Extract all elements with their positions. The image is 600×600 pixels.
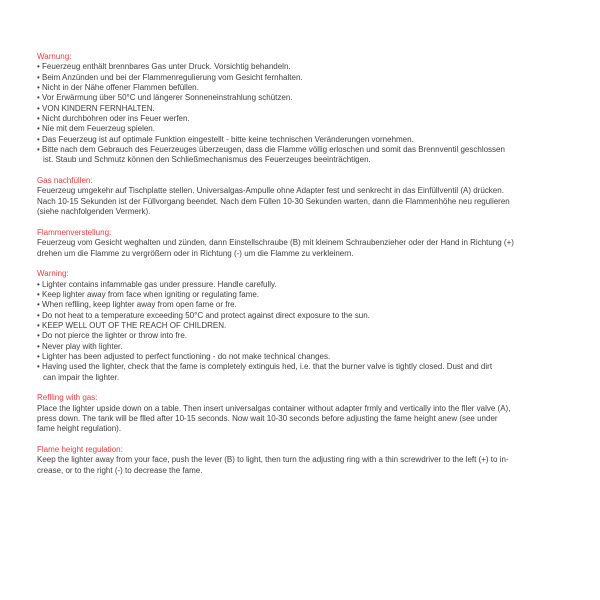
section-lines: [37, 455, 572, 476]
instruction-section: [37, 228, 572, 259]
text-line: (siehe nachfolgenden Vermerk).: [37, 207, 151, 217]
text-line: • Keep lighter away from face when igniting or regulating fame.: [37, 289, 260, 299]
text-line: drehen um die Flamme zu vergrößern oder in Richtung (-) um die Flamme zu verkleinern.: [37, 248, 354, 258]
text-line: Feuerzeug umgekehr auf Tischplatte stellen. Universalgas-Ampulle ohne Adapter fest und senkrecht in das Einfüllventil (A) drücken.: [37, 186, 504, 196]
text-line: • Das Feuerzeug ist auf optimale Funktion eingestellt - bitte keine technischen Veränderungen vornehmen.: [37, 134, 414, 144]
text-line: • When reflling, keep lighter away from open fame or fre.: [37, 300, 237, 310]
text-line: crease, or to the right (-) to decrease the fame.: [37, 465, 203, 475]
instruction-section: [37, 176, 572, 217]
text-line: Keep the lighter away from your face, push the lever (B) to light, then turn the adjusting ring with a thin screwdriver to the left (+) to in-: [37, 455, 509, 465]
text-line: • Feuerzeug enthält brennbares Gas unter Druck. Vorsichtig behandeln.: [37, 62, 291, 72]
text-line: • Do not heat to a temperature exceeding 50°C and protect against direct exposure to the sun.: [37, 310, 370, 320]
text-line: Feuerzeug vom Gesicht weghalten und zünden, dann Einstellschraube (B) mit kleinem Schraubenzieher oder der Hand in Richtung (+): [37, 238, 514, 248]
section-lines: [37, 404, 572, 435]
section-heading: Warning:: [37, 269, 69, 279]
section-lines: [37, 186, 572, 217]
instruction-text-block: [37, 52, 572, 476]
section-heading: Warnung:: [37, 52, 72, 61]
instruction-section: [37, 52, 572, 166]
text-line: press down. The tank will be flled after 10-15 seconds. Now wait 10-30 seconds before adjusting the fame height anew (see under: [37, 414, 498, 424]
text-line: can impair the lighter.: [43, 372, 120, 382]
text-line: • VON KINDERN FERNHALTEN.: [37, 103, 155, 113]
section-heading: Flame height regulation:: [37, 445, 123, 455]
text-line: • Do not pierce the lighter or throw into fre.: [37, 331, 187, 341]
text-line: • Lighter has been adjusted to perfect functioning - do not make technical changes.: [37, 351, 331, 361]
section-heading: Flammenverstellung:: [37, 227, 112, 237]
text-line: • Vor Erwärmung über 50°C und längerer Sonneneinstrahlung schützen.: [37, 93, 293, 103]
text-line: ist. Staub und Schmutz können den Schließmechanismus des Feuerzeuges beeinträchtigen.: [43, 155, 371, 165]
text-line: • Never play with lighter.: [37, 341, 123, 351]
text-line: Place the lighter upside down on a table. Then insert universalgas container without adapter frmly and vertically into the fller valve (A),: [37, 403, 511, 413]
text-line: • Beim Anzünden und bei der Flammenregulierung vom Gesicht fernhalten.: [37, 72, 303, 82]
text-line: • Having used the lighter, check that the fame is completely extinguis hed, i.e. that the burner valve is tightly closed. Dust and dirt: [37, 362, 493, 372]
text-line: • Nicht durchbohren oder ins Feuer werfen.: [37, 114, 190, 124]
instruction-section: [37, 445, 572, 476]
text-line: • Bitte nach dem Gebrauch des Feuerzeuges überzeugen, dass die Flamme völlig erloschen und somit das Brennventil geschlossen: [37, 145, 505, 155]
text-line: • Nicht in der Nähe offener Flammen befüllen.: [37, 83, 199, 93]
instruction-section: [37, 269, 572, 383]
section-heading: Gas nachfüllen:: [37, 176, 93, 186]
section-heading: Reflling with gas:: [37, 393, 98, 403]
text-line: • Lighter contains infammable gas under pressure. Handle carefully.: [37, 279, 277, 289]
section-lines: [37, 238, 572, 259]
text-line: Nach 10-15 Sekunden ist der Füllvorgang beendet. Nach dem Füllen 10-30 Sekunden warten, dann die Flammenhöhe neu regulieren: [37, 196, 510, 206]
section-lines: [37, 62, 572, 165]
section-lines: [37, 280, 572, 383]
text-line: • Nie mit dem Feuerzeug spielen.: [37, 124, 155, 134]
text-line: • KEEP WELL OUT OF THE REACH OF CHILDREN.: [37, 320, 227, 330]
text-line: fame height regulation).: [37, 424, 122, 434]
instruction-section: [37, 393, 572, 434]
